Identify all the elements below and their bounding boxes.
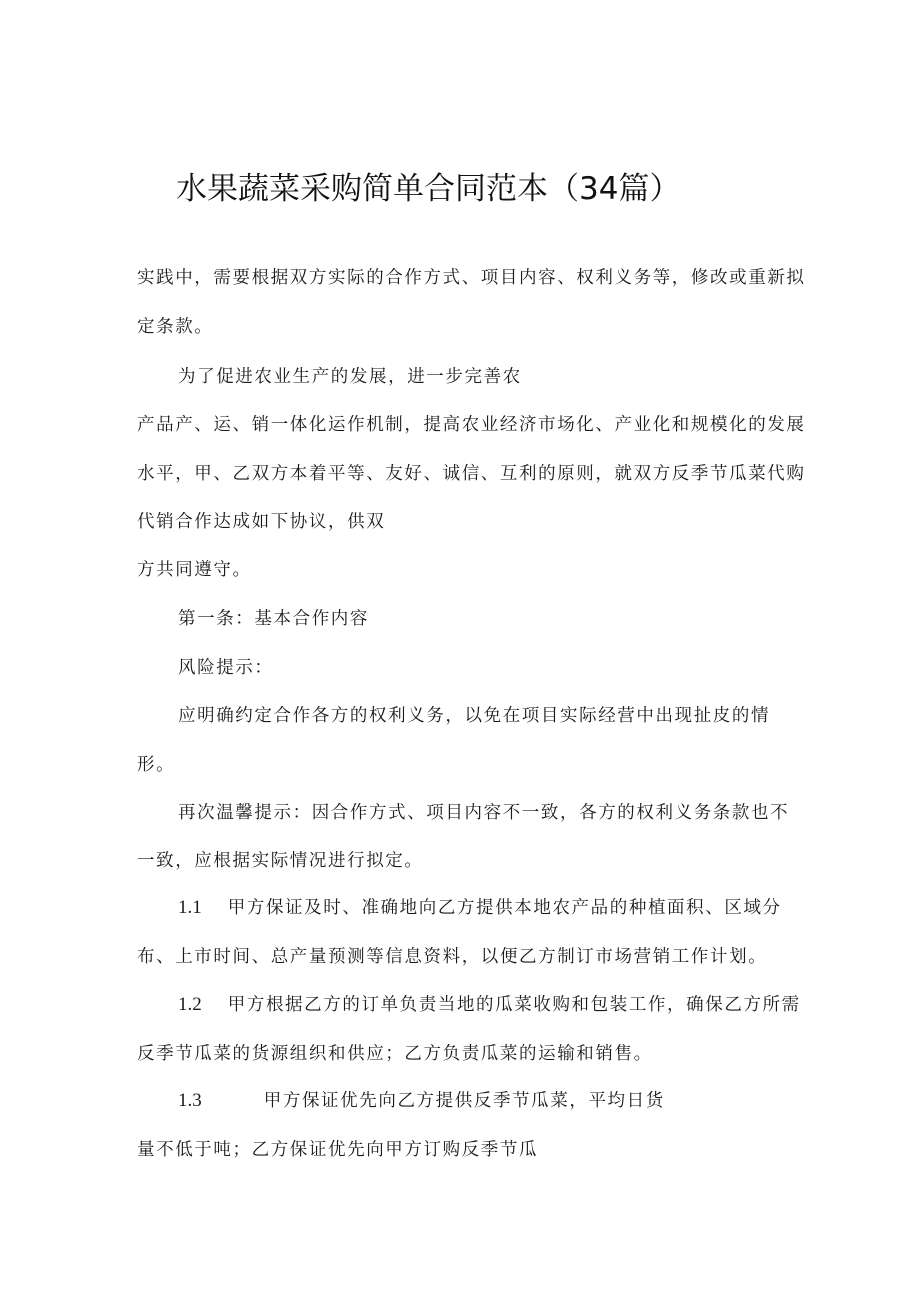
body-line: 方共同遵守。 [137, 560, 252, 580]
clause-text: 甲方保证及时、准确地向乙方提供本地农产品的种植面积、区域分 [227, 898, 782, 918]
clause-line: 反季节瓜菜的货源组织和供应；乙方负责瓜菜的运输和销售。 [137, 1044, 653, 1064]
clause-line: 布、上市时间、总产量预测等信息资料，以便乙方制订市场营销工作计划。 [137, 947, 768, 967]
clause-text: 甲方保证优先向乙方提供反季节瓜菜，平均日货 [263, 1091, 665, 1111]
clause-line: 量不低于吨；乙方保证优先向甲方订购反季节瓜 [137, 1140, 539, 1160]
clause-text: 甲方根据乙方的订单负责当地的瓜菜收购和包装工作，确保乙方所需 [227, 995, 801, 1015]
clause-number: 1.1 [178, 897, 202, 918]
clause-1-3 [178, 1087, 665, 1112]
body-line: 代销合作达成如下协议，供双 [137, 512, 386, 532]
body-line: 再次温馨提示：因合作方式、项目内容不一致，各方的权利义务条款也不 [178, 803, 790, 823]
body-line: 为了促进农业生产的发展，进一步完善农 [178, 367, 522, 387]
section-heading: 第一条：基本合作内容 [178, 609, 369, 629]
body-line: 定条款。 [137, 317, 214, 337]
clause-number: 1.3 [178, 1090, 202, 1111]
clause-1-1 [178, 894, 782, 919]
clause-1-2 [178, 991, 801, 1016]
body-line: 产品产、运、销一体化运作机制，提高农业经济市场化、产业化和规模化的发展 [137, 415, 806, 435]
body-line: 应明确约定合作各方的权利义务，以免在项目实际经营中出现扯皮的情 [178, 706, 771, 726]
risk-label: 风险提示： [178, 658, 274, 678]
clause-number: 1.2 [178, 994, 202, 1015]
body-line: 水平，甲、乙双方本着平等、友好、诚信、互利的原则，就双方反季节瓜菜代购 [137, 464, 806, 484]
document-title: 水果蔬菜采购简单合同范本（34篇） [176, 171, 681, 207]
body-line: 实践中，需要根据双方实际的合作方式、项目内容、权利义务等，修改或重新拟 [137, 268, 806, 288]
body-line: 形。 [137, 755, 176, 775]
body-line: 一致，应根据实际情况进行拟定。 [137, 851, 424, 871]
